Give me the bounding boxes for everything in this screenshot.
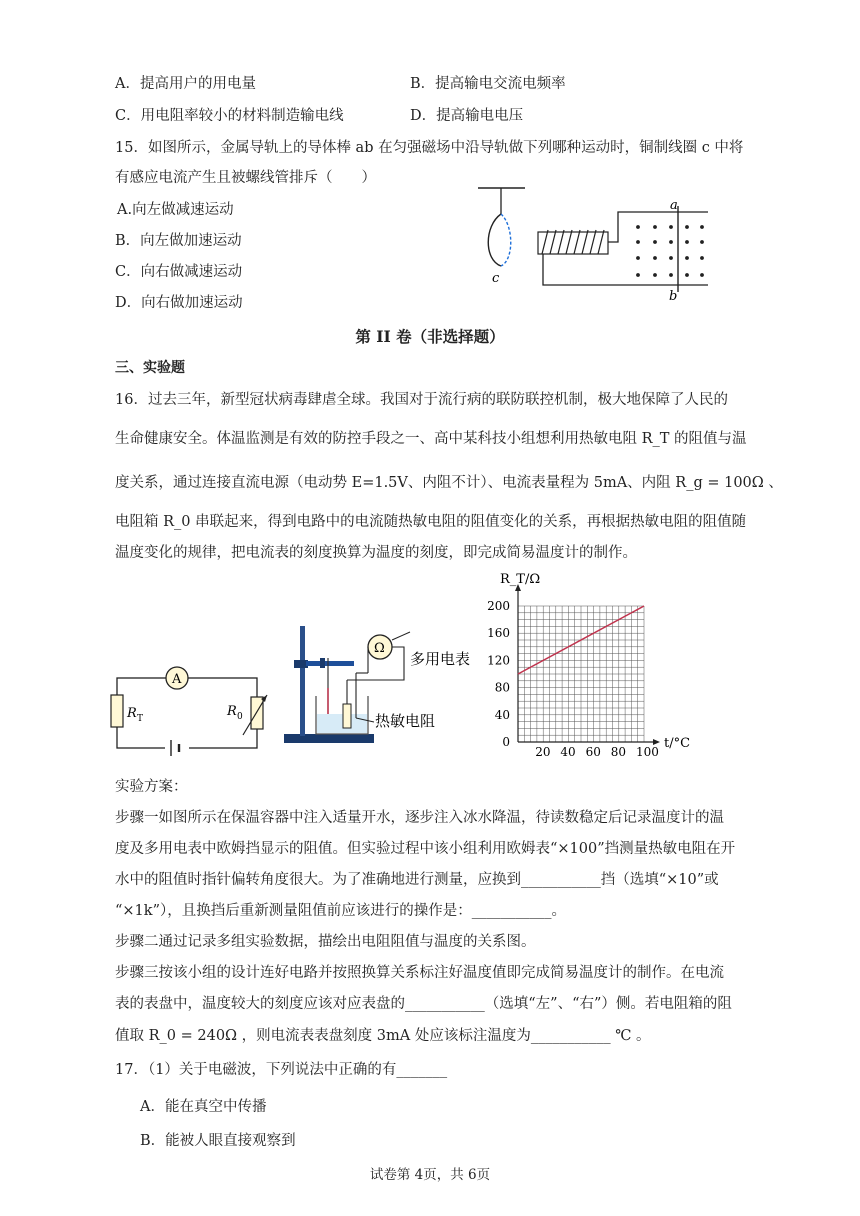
section3-title: 三、实验题 <box>115 360 185 376</box>
q17-stem: 17．（1）关于电磁波，下列说法中正确的有_______ <box>115 1062 448 1078</box>
resistance-temperature-chart <box>480 568 730 763</box>
stand-base <box>284 734 374 743</box>
q14-option-c: C．用电阻率较小的材料制造输电线 <box>115 108 344 124</box>
q16-line3: 度关系，通过连接直流电源（电动势 E=1.5V、内阻不计）、电流表量程为 5mA、内阻 R_g = 100Ω 、 <box>115 475 783 491</box>
q16-line5: 温度变化的规律，把电流表的刻度换算为温度的刻度，即完成简易温度计的制作。 <box>115 545 637 561</box>
step1-line3: 水中的阻值时指针偏转角度很大。为了准确地进行测量，应换到___________挡（选填“×10”或 <box>115 872 719 888</box>
rt-label: R <box>127 706 137 721</box>
x-tick-label: 80 <box>610 745 627 759</box>
step3-line1: 步骤三按该小组的设计连好电路并按照换算关系标注好温度值即完成简易温度计的制作。在电流 <box>115 965 724 981</box>
y-tick-label: 40 <box>494 707 510 722</box>
label-a: a <box>670 198 678 213</box>
q15-stem-line2: 有感应电流产生且被螺线管排斥（ ） <box>115 170 376 186</box>
step3-line2: 表的表盘中，温度较大的刻度应该对应表盘的___________（选填“左”、“右”）侧。若电阻箱的阻 <box>115 996 732 1012</box>
label-b: b <box>669 289 678 302</box>
magnetic-field-dots <box>636 225 704 277</box>
q15-option-c: C．向右做减速运动 <box>115 264 243 280</box>
apparatus-figure <box>280 618 480 758</box>
solenoid-coils <box>542 230 604 254</box>
q15-figure <box>470 182 720 302</box>
x-tick-label: 100 <box>636 745 659 759</box>
rt-sub: T <box>137 714 144 724</box>
thermistor-label: 热敏电阻 <box>375 712 436 730</box>
q17-option-a: A．能在真空中传播 <box>140 1099 267 1115</box>
step1-line4: “×1k”），且换挡后重新测量阻值前应该进行的操作是：___________。 <box>115 903 566 919</box>
q14-option-b: B．提高输电交流电频率 <box>410 76 566 92</box>
q15-option-b: B．向左做加速运动 <box>115 233 242 249</box>
plan-title: 实验方案： <box>115 779 188 795</box>
q16-line4: 电阻箱 R_0 串联起来，得到电路中的电流随热敏电阻的阻值变化的关系，再根据热敏电阻的阻值随 <box>115 514 747 530</box>
step3-line3: 值取 R_0 = 240Ω ，则电流表表盘刻度 3mA 处应该标注温度为___________ ℃ 。 <box>115 1028 651 1044</box>
q17-option-b: B．能被人眼直接观察到 <box>140 1133 296 1149</box>
page-footer: 试卷第 4页，共 6页 <box>369 1167 491 1183</box>
chart-grid <box>518 606 644 742</box>
q15-option-a: A.向左做减速运动 <box>117 202 234 218</box>
x-tick-label: 20 <box>535 745 551 759</box>
q14-option-a: A．提高用户的用电量 <box>115 76 256 92</box>
y-tick-label: 80 <box>494 680 510 695</box>
rheostat-symbol <box>251 697 263 729</box>
step1-line2: 度及多用电表中欧姆挡显示的阻值。但实验过程中该小组利用欧姆表“×100”挡测量热敏电阻在开 <box>115 841 736 857</box>
q16-line2: 生命健康安全。体温监测是有效的防控手段之一、高中某科技小组想利用热敏电阻 R_T 的阻值与温 <box>115 431 747 447</box>
y-tick-label: 160 <box>487 626 510 641</box>
stand-clamp <box>306 661 354 666</box>
coil-c-front <box>488 214 501 266</box>
x-tick-label: 60 <box>585 745 601 759</box>
ammeter-label: A <box>172 672 182 687</box>
coil-c-back <box>501 214 511 266</box>
y-tick-label: 0 <box>502 735 510 749</box>
q16-line1: 16．过去三年，新型冠状病毒肆虐全球。我国对于流行病的联防联控机制，极大地保障了人民的 <box>115 392 728 408</box>
q15-stem-line1: 15．如图所示，金属导轨上的导体棒 ab 在匀强磁场中沿导轨做下列哪种运动时，铜制线圈 c 中将 <box>115 140 744 156</box>
r0-sub: 0 <box>237 712 243 722</box>
label-c: c <box>492 271 500 286</box>
thermistor-symbol <box>111 695 123 727</box>
multimeter-label: 多用电表 <box>410 650 471 668</box>
step2-line: 步骤二通过记录多组实验数据，描绘出电阻阻值与温度的关系图。 <box>115 934 536 950</box>
part2-title: 第 II 卷（非选择题） <box>355 327 505 346</box>
circuit-diagram <box>105 655 275 765</box>
ohmmeter-label: Ω <box>374 641 385 656</box>
r0-label: R <box>227 704 237 719</box>
thermistor-component <box>343 704 351 728</box>
q14-option-d: D．提高输电电压 <box>410 108 524 124</box>
chart-xlabel: t/°C <box>664 736 691 751</box>
step1-line1: 步骤一如图所示在保温容器中注入适量开水，逐步注入冰水降温，待读数稳定后记录温度计的温 <box>115 810 724 826</box>
stand-rod <box>300 626 305 736</box>
chart-ylabel: R_T/Ω <box>500 572 541 587</box>
x-tick-label: 40 <box>560 745 576 759</box>
q15-option-d: D．向右做加速运动 <box>115 295 243 311</box>
y-tick-label: 200 <box>487 599 510 613</box>
y-tick-label: 120 <box>487 653 510 668</box>
water <box>317 714 367 733</box>
